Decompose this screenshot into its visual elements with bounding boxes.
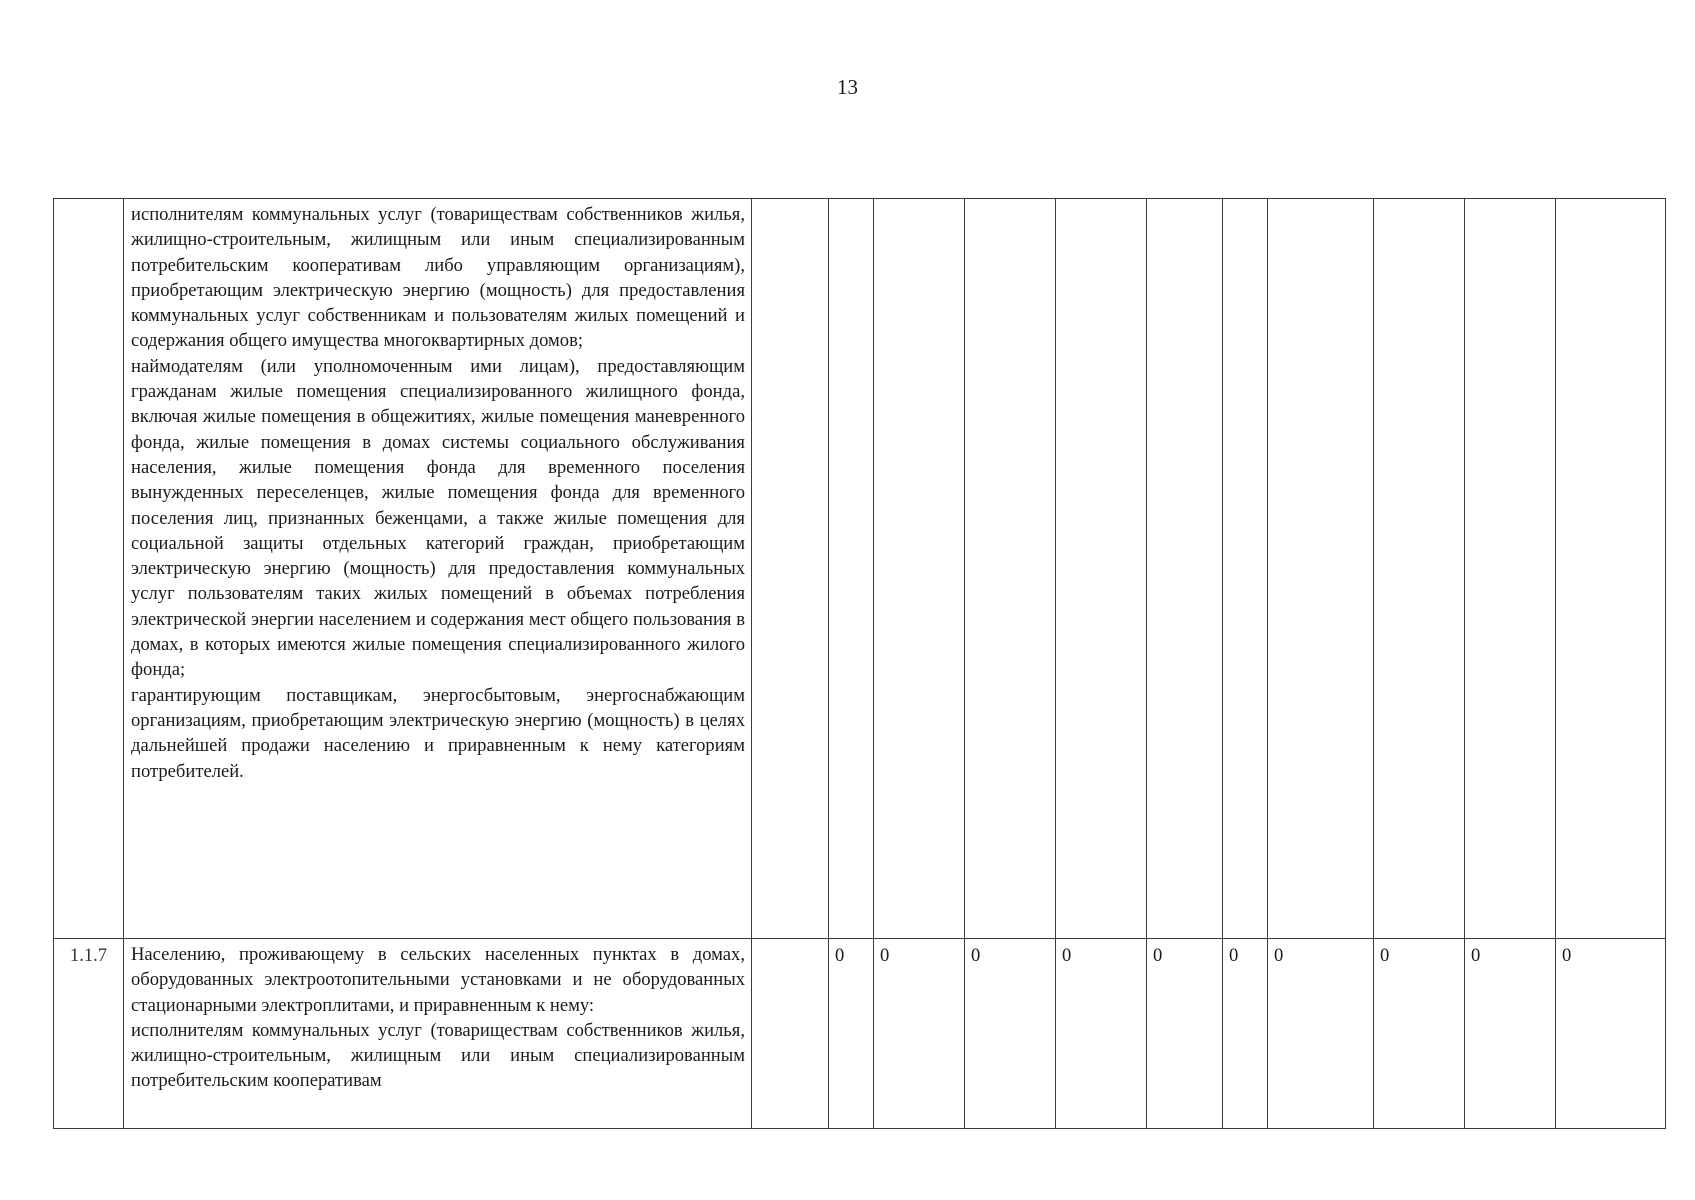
value-cell: 0 [1147,939,1223,1129]
value-cell [1556,199,1666,939]
table-row [54,199,1666,939]
value-cell: 0 [1056,939,1147,1129]
value-cell [1223,199,1268,939]
value-cell: 0 [1465,939,1556,1129]
value-cell [829,199,874,939]
value-cell: 0 [1268,939,1374,1129]
value-cell [1147,199,1223,939]
description-paragraph: наймодателям (или уполномоченным ими лицам), предоставляющим гражданам жилые помещения специализированного жилищного фонда, включая жилые помещения в общежитиях, жилые помещения маневренного фонда, жилые помещения в домах системы социального обслуживания населения, жилые помещения фонда для временного поселения вынужденных переселенцев, жилые помещения фонда для временного поселения лиц, признанных беженцами, а также жилые помещения для социальной защиты отдельных категорий граждан, приобретающим электрическую энергию (мощность) для предоставления коммунальных услуг пользователям таких жилых помещений в объемах потребления электрической энергии населением и содержания мест общего пользования в домах, в которых имеются жилые помещения специализированного жилого фонда; [131,355,745,681]
row-number [54,199,124,939]
value-cell [1268,199,1374,939]
value-cell [752,939,829,1129]
tariff-table [53,198,1666,1129]
value-cell [752,199,829,939]
value-cell [1465,199,1556,939]
table-row [54,939,1666,1129]
description-paragraph: Населению, проживающему в сельских населенных пунктах в домах, оборудованных электроотопительными установками и не оборудованных стационарными электроплитами, и приравненным к нему: [131,944,745,1016]
value-cell: 0 [829,939,874,1129]
row-number: 1.1.7 [54,939,124,1129]
page-number: 13 [837,75,858,99]
description-paragraph: гарантирующим поставщикам, энергосбытовым, энергоснабжающим организациям, приобретающим электрическую энергию (мощность) в целях дальнейшей продажи населению и приравненным к нему категориям потребителей. [131,684,745,782]
value-cell: 0 [965,939,1056,1129]
row-description [124,939,752,1129]
description-paragraph: исполнителям коммунальных услуг (товариществам собственников жилья, жилищно-строительным, жилищным или иным специализированным потребительским кооперативам [131,1019,745,1092]
value-cell [965,199,1056,939]
value-cell: 0 [1556,939,1666,1129]
value-cell: 0 [1223,939,1268,1129]
value-cell [1056,199,1147,939]
value-cell [874,199,965,939]
value-cell [1374,199,1465,939]
value-cell: 0 [1374,939,1465,1129]
description-paragraph: исполнителям коммунальных услуг (товариществам собственников жилья, жилищно-строительным, жилищным или иным специализированным потребительским кооперативам либо управляющим организациям), приобретающим электрическую энергию (мощность) для предоставления коммунальных услуг собственникам и пользователям жилых помещений и содержания общего имущества многоквартирных домов; [131,204,745,352]
value-cell: 0 [874,939,965,1129]
row-description [124,199,752,939]
